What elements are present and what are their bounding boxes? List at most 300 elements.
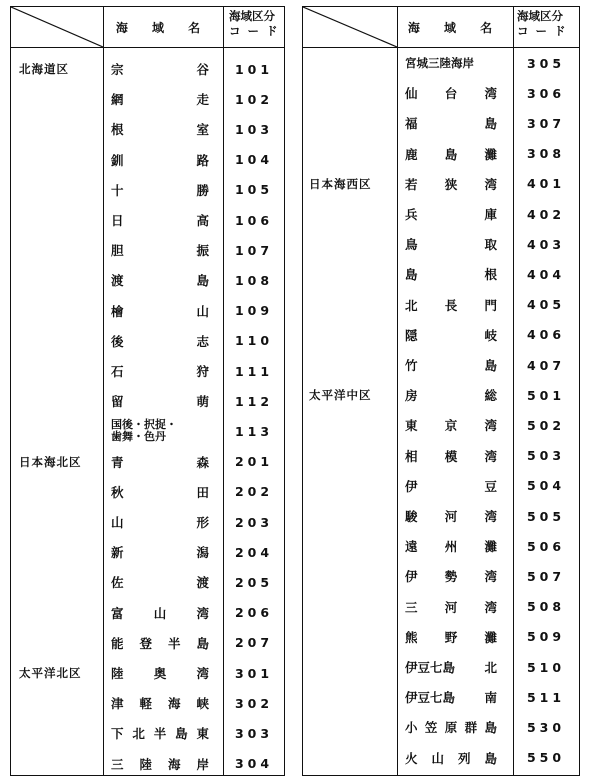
- sea-area-name-char: 原: [444, 720, 458, 736]
- sea-area-name-char: 津: [111, 696, 124, 712]
- sea-area-name: [111, 145, 209, 175]
- table-row: [11, 84, 284, 114]
- sea-area-name-char: 岐: [484, 327, 497, 343]
- sea-area-name: [405, 652, 497, 682]
- area-code: 401: [526, 176, 566, 192]
- table-row: [303, 410, 579, 440]
- area-code: 111: [234, 363, 274, 379]
- table-row: [303, 592, 579, 622]
- sea-area-name-char: 灘: [484, 146, 497, 162]
- sea-area-name-char: 湾: [196, 605, 209, 621]
- region-label: [19, 749, 101, 779]
- header-code-line2: コード: [517, 24, 573, 38]
- sea-area-name-char: 州: [444, 539, 458, 555]
- sea-area-name-char: 能: [111, 635, 124, 651]
- sea-area-name-char: 三: [405, 599, 418, 615]
- area-code: 201: [234, 454, 274, 470]
- sea-area-name: [111, 567, 209, 597]
- table-row: [11, 326, 284, 356]
- sea-area-name: [111, 628, 209, 658]
- sea-area-name-char: 陸: [111, 666, 124, 681]
- sea-area-name-char: 形: [196, 515, 209, 530]
- sea-area-name-char: 山: [431, 750, 444, 766]
- sea-area-name-char: 島: [484, 750, 497, 766]
- sea-area-name-line: 国後・択捉・: [111, 418, 177, 432]
- area-code: 101: [234, 61, 274, 77]
- sea-area-name-char: 東: [196, 726, 209, 742]
- sea-area-name-char: 檜: [111, 303, 124, 319]
- sea-area-name-char: 根: [111, 122, 124, 138]
- sea-area-name-char: 南: [484, 690, 497, 706]
- sea-area-name-char: 鹿: [405, 146, 418, 162]
- sea-area-name-char: 軽: [139, 696, 152, 712]
- sea-area-name: [111, 235, 209, 265]
- header-code-label: [229, 9, 285, 39]
- table-row: [11, 175, 284, 205]
- region-label: [309, 48, 395, 78]
- area-code: 108: [234, 272, 274, 288]
- table-row: [11, 54, 284, 84]
- region-label: [309, 441, 395, 471]
- area-code: 501: [526, 387, 566, 403]
- sea-area-name: [111, 749, 209, 779]
- sea-area-name: [405, 78, 497, 108]
- area-code: 205: [234, 574, 274, 590]
- sea-area-name: [405, 380, 497, 410]
- sea-area-name-char: 登: [139, 635, 152, 651]
- sea-area-name-char: 潟: [196, 545, 209, 561]
- area-code: 113: [234, 423, 274, 439]
- sea-area-name-char: 河: [444, 599, 458, 615]
- sea-area-name-char: 谷: [196, 62, 209, 77]
- sea-area-name-char: 総: [484, 388, 497, 404]
- table-row: [11, 235, 284, 265]
- sea-area-name: [111, 658, 209, 688]
- sea-area-name-char: 奥: [153, 666, 167, 681]
- table-row: [303, 259, 579, 289]
- sea-area-name-char: 湾: [484, 86, 497, 102]
- sea-area-name: [111, 84, 209, 114]
- area-code: 107: [234, 242, 274, 258]
- header-code-line1: 海域区分: [517, 9, 563, 23]
- table-row: [11, 265, 284, 295]
- region-label: [309, 259, 395, 289]
- sea-area-name: 宮城三陸海岸: [405, 56, 474, 70]
- region-label: [309, 108, 395, 138]
- sea-area-name-char: 秋: [111, 484, 124, 500]
- sea-area-name-char: 新: [111, 545, 124, 561]
- table-row: [11, 749, 284, 779]
- sea-area-name-char: 列: [457, 750, 471, 766]
- region-label: [19, 598, 101, 628]
- table-row: [303, 320, 579, 350]
- sea-area-name-char: 門: [484, 297, 497, 313]
- header-code-label: [517, 9, 579, 39]
- table-row: [303, 139, 579, 169]
- sea-area-name: [111, 416, 209, 449]
- sea-area-name-line: 歯舞・色丹: [111, 430, 166, 444]
- sea-area-name: [111, 175, 209, 205]
- region-label: 太平洋北区: [19, 666, 82, 680]
- area-code: 203: [234, 514, 274, 530]
- sea-area-name-char: 佐: [111, 575, 124, 591]
- area-code: 104: [234, 152, 274, 168]
- sea-area-name-char: 日: [111, 213, 124, 228]
- table-row: [303, 501, 579, 531]
- area-code: 301: [234, 665, 274, 681]
- region-label: [19, 386, 101, 416]
- sea-area-name: [111, 205, 209, 235]
- table-row: [303, 531, 579, 561]
- area-code: 503: [526, 448, 566, 464]
- sea-area-name: [111, 447, 209, 477]
- region-label: [19, 84, 101, 114]
- region-label: [309, 471, 395, 501]
- sea-area-name: [111, 477, 209, 507]
- sea-area-name-char: 湾: [484, 569, 497, 585]
- area-code: 404: [526, 266, 566, 282]
- area-code: 109: [234, 303, 274, 319]
- region-label: [19, 356, 101, 386]
- area-code: 402: [526, 206, 566, 222]
- region-label: [309, 622, 395, 652]
- sea-area-name: [405, 410, 497, 440]
- sea-area-name-char: 島: [484, 358, 497, 373]
- sea-area-name-char: 島: [444, 146, 458, 162]
- sea-area-name-char: 庫: [484, 207, 497, 222]
- sea-area-name-char: 網: [111, 92, 124, 108]
- area-code: 307: [526, 115, 566, 131]
- header-code-line2: コード: [229, 24, 285, 38]
- table-row: [303, 380, 579, 410]
- sea-area-name: [111, 296, 209, 326]
- sea-area-name-char: 湾: [484, 448, 497, 464]
- header-corner-diagonal: [303, 7, 397, 47]
- sea-area-name-char: 駿: [405, 509, 418, 524]
- sea-area-name-char: 室: [196, 122, 209, 138]
- sea-area-name: [405, 229, 497, 259]
- region-label: 太平洋中区: [309, 388, 372, 403]
- table-row: [11, 628, 284, 658]
- region-label: [309, 78, 395, 108]
- sea-area-name: [111, 688, 209, 718]
- area-code: 550: [526, 750, 566, 766]
- sea-area-name: [111, 507, 209, 537]
- area-code: 405: [526, 297, 566, 313]
- region-label: [309, 350, 395, 380]
- header-code-line1: 海域区分: [229, 9, 275, 23]
- sea-area-name-char: 山: [196, 303, 209, 319]
- sea-area-name-char: 青: [111, 454, 124, 470]
- sea-area-name: [405, 290, 497, 320]
- table-row: [11, 598, 284, 628]
- sea-area-name: [405, 622, 497, 652]
- sea-area-name-char: 灘: [484, 539, 497, 555]
- area-code: 106: [234, 212, 274, 228]
- region-label: [309, 712, 395, 742]
- area-code: 303: [234, 725, 274, 741]
- sea-area-name-char: 湾: [484, 509, 497, 524]
- sea-area-name-char: 伊豆七島: [405, 660, 456, 675]
- table-row: [11, 477, 284, 507]
- table-row: [303, 561, 579, 591]
- table-row: [11, 658, 284, 688]
- sea-area-name-char: 野: [444, 629, 458, 645]
- region-label: [19, 567, 101, 597]
- sea-area-name-char: 振: [196, 243, 209, 259]
- sea-area-name-char: 福: [405, 116, 418, 132]
- sea-area-name-char: 河: [444, 509, 458, 524]
- sea-area-name-char: 高: [196, 213, 209, 228]
- table-row: [303, 48, 579, 78]
- sea-area-name-char: 島: [484, 116, 497, 132]
- region-label: [19, 235, 101, 265]
- region-label: [309, 652, 395, 682]
- sea-area-name: [111, 598, 209, 628]
- sea-area-name: [405, 259, 497, 289]
- area-code: 306: [526, 85, 566, 101]
- area-code: 406: [526, 327, 566, 343]
- area-code: 511: [526, 689, 566, 705]
- area-code: 530: [526, 719, 566, 735]
- area-code: 305: [526, 55, 566, 71]
- sea-area-name-char: 房: [405, 388, 418, 404]
- area-code: 110: [234, 333, 274, 349]
- header-corner-diagonal: [11, 7, 103, 47]
- sea-area-name-char: 海: [167, 756, 181, 772]
- region-label: [19, 688, 101, 718]
- region-label: [309, 561, 395, 591]
- sea-area-name: [111, 54, 209, 84]
- area-code: 506: [526, 538, 566, 554]
- table-row: [303, 229, 579, 259]
- sea-area-name-char: 取: [484, 237, 497, 253]
- sea-area-name-char: 遠: [405, 539, 418, 555]
- region-label: [19, 114, 101, 144]
- region-label: [19, 477, 101, 507]
- sea-area-name-char: 富: [111, 605, 124, 621]
- area-code: 105: [234, 182, 274, 198]
- right-table: [302, 6, 580, 776]
- sea-area-name-char: 狩: [196, 364, 209, 379]
- table-row: [11, 114, 284, 144]
- region-label: [309, 199, 395, 229]
- sea-area-name-char: 山: [111, 515, 124, 530]
- header-name-label: 海 域 名: [407, 20, 503, 35]
- region-label: [309, 290, 395, 320]
- sea-area-name-char: 鳥: [405, 237, 418, 253]
- sea-area-name-char: 勢: [444, 569, 458, 585]
- table-row: [303, 652, 579, 682]
- region-label: [309, 592, 395, 622]
- table-row: [11, 567, 284, 597]
- sea-area-name-char: 十: [111, 182, 124, 198]
- sea-area-name: [405, 199, 497, 229]
- sea-area-name-char: 峡: [196, 696, 209, 712]
- sea-area-name-char: 下: [111, 726, 124, 742]
- region-label: [19, 265, 101, 295]
- sea-area-name: [111, 114, 209, 144]
- sea-area-name-char: 志: [196, 333, 209, 349]
- region-label: [309, 682, 395, 712]
- sea-area-name: [405, 712, 497, 742]
- region-label: [19, 145, 101, 175]
- sea-area-name-char: 狭: [444, 176, 458, 192]
- region-label: [19, 175, 101, 205]
- sea-area-name-char: 半: [153, 726, 167, 742]
- area-code: 304: [234, 756, 274, 772]
- sea-area-name: [405, 743, 497, 773]
- left-table: [10, 6, 285, 776]
- sea-area-name-char: 豆: [484, 478, 497, 494]
- sea-area-name-char: 森: [196, 454, 209, 470]
- region-label: [309, 320, 395, 350]
- sea-area-name-char: 灘: [484, 629, 497, 645]
- sea-area-name-char: 走: [196, 92, 209, 108]
- table-row: [303, 682, 579, 712]
- header-name-label: 海 域 名: [115, 20, 211, 35]
- region-label: [19, 537, 101, 567]
- region-label: [19, 205, 101, 235]
- table-row: [11, 386, 284, 416]
- region-label: [19, 507, 101, 537]
- region-label: 北海道区: [19, 62, 69, 76]
- area-code: 502: [526, 417, 566, 433]
- area-code: 508: [526, 599, 566, 615]
- sea-area-name-char: 模: [444, 448, 458, 464]
- sea-area-name-char: 北: [484, 660, 497, 675]
- region-label: [309, 531, 395, 561]
- sea-area-name-char: 台: [444, 86, 458, 102]
- sea-area-name-char: 湾: [484, 418, 497, 434]
- sea-area-name-char: 笠: [424, 720, 438, 736]
- sea-area-name-char: 岸: [196, 756, 209, 772]
- sea-area-name-char: 陸: [139, 756, 152, 772]
- sea-area-name-char: 長: [444, 297, 458, 313]
- sea-area-name: [111, 537, 209, 567]
- region-label: [309, 743, 395, 773]
- sea-area-name: [405, 501, 497, 531]
- sea-area-name: [111, 718, 209, 748]
- table-row: [303, 108, 579, 138]
- table-row: [303, 350, 579, 380]
- sea-area-name: [111, 265, 209, 295]
- sea-area-name-char: 北: [405, 297, 418, 313]
- sea-area-name: [405, 320, 497, 350]
- sea-area-name-char: 根: [484, 267, 497, 283]
- region-label: [19, 416, 101, 446]
- sea-area-name: [405, 350, 497, 380]
- sea-area-name-char: 田: [196, 484, 209, 500]
- table-row: [11, 537, 284, 567]
- area-code: 507: [526, 568, 566, 584]
- sea-area-name-char: 島: [405, 267, 418, 283]
- sea-area-name-char: 勝: [196, 182, 209, 198]
- sea-area-name-char: 海: [167, 696, 181, 712]
- table-row: [303, 743, 579, 773]
- sea-area-name-char: 島: [196, 273, 209, 289]
- table-row: [11, 416, 284, 446]
- sea-area-name: [405, 139, 497, 169]
- sea-area-name-char: 相: [405, 448, 418, 464]
- region-label: [19, 296, 101, 326]
- table-row: [11, 356, 284, 386]
- sea-area-name: [405, 441, 497, 471]
- sea-area-name-char: 京: [444, 418, 458, 434]
- area-code: 302: [234, 695, 274, 711]
- area-code: 308: [526, 146, 566, 162]
- table-row: [303, 441, 579, 471]
- table-row: [11, 205, 284, 235]
- area-code: 112: [234, 393, 274, 409]
- table-row: [303, 290, 579, 320]
- sea-area-name-char: 留: [111, 394, 124, 410]
- table-row: [11, 145, 284, 175]
- sea-area-name-char: 萌: [196, 394, 209, 410]
- table-row: [303, 169, 579, 199]
- table-row: [303, 622, 579, 652]
- table-header: [303, 7, 579, 48]
- sea-area-name-char: 島: [484, 720, 497, 736]
- sea-area-name-char: 湾: [484, 599, 497, 615]
- table-row: [303, 78, 579, 108]
- table-row: [11, 447, 284, 477]
- area-code: 204: [234, 544, 274, 560]
- sea-area-name-char: 隠: [405, 327, 418, 343]
- sea-area-name-char: 熊: [405, 629, 418, 645]
- sea-area-name-char: 伊: [405, 569, 418, 585]
- sea-area-name-char: 若: [405, 176, 418, 192]
- sea-area-name-char: 伊: [405, 478, 418, 494]
- table-header: [11, 7, 284, 48]
- region-label: 日本海北区: [19, 454, 82, 469]
- area-code: 407: [526, 357, 566, 373]
- sea-area-name: [111, 356, 209, 386]
- region-label: [309, 410, 395, 440]
- region-label: [19, 326, 101, 356]
- sea-area-name-char: 島: [175, 726, 188, 742]
- region-label: [309, 229, 395, 259]
- sea-area-name-char: 山: [153, 605, 167, 621]
- sea-area-name-char: 兵: [405, 207, 418, 222]
- region-label: [309, 139, 395, 169]
- sea-area-name-char: 後: [111, 333, 124, 349]
- table-row: [11, 718, 284, 748]
- sea-area-name: [405, 561, 497, 591]
- area-code: 504: [526, 478, 566, 494]
- sea-area-name-char: 石: [111, 364, 124, 379]
- sea-area-name: [405, 531, 497, 561]
- area-code: 207: [234, 635, 274, 651]
- sea-area-name: [111, 326, 209, 356]
- sea-area-name-char: 渡: [111, 273, 124, 289]
- sea-area-name-char: 伊豆七島: [405, 690, 456, 706]
- sea-area-name-char: 湾: [484, 176, 497, 192]
- sea-area-name-char: 湾: [196, 666, 209, 681]
- sea-area-name: [405, 471, 497, 501]
- sea-area-name-char: 東: [405, 418, 418, 434]
- region-label: 日本海西区: [309, 176, 372, 191]
- table-row: [11, 507, 284, 537]
- sea-area-name-char: 胆: [111, 243, 124, 259]
- area-code: 403: [526, 236, 566, 252]
- area-code: 206: [234, 605, 274, 621]
- table-row: [303, 199, 579, 229]
- sea-area-name-char: 仙: [405, 86, 418, 102]
- sea-area-name-char: 路: [196, 152, 209, 168]
- sea-area-name-char: 半: [167, 635, 181, 651]
- sea-area-name-char: 渡: [196, 575, 209, 591]
